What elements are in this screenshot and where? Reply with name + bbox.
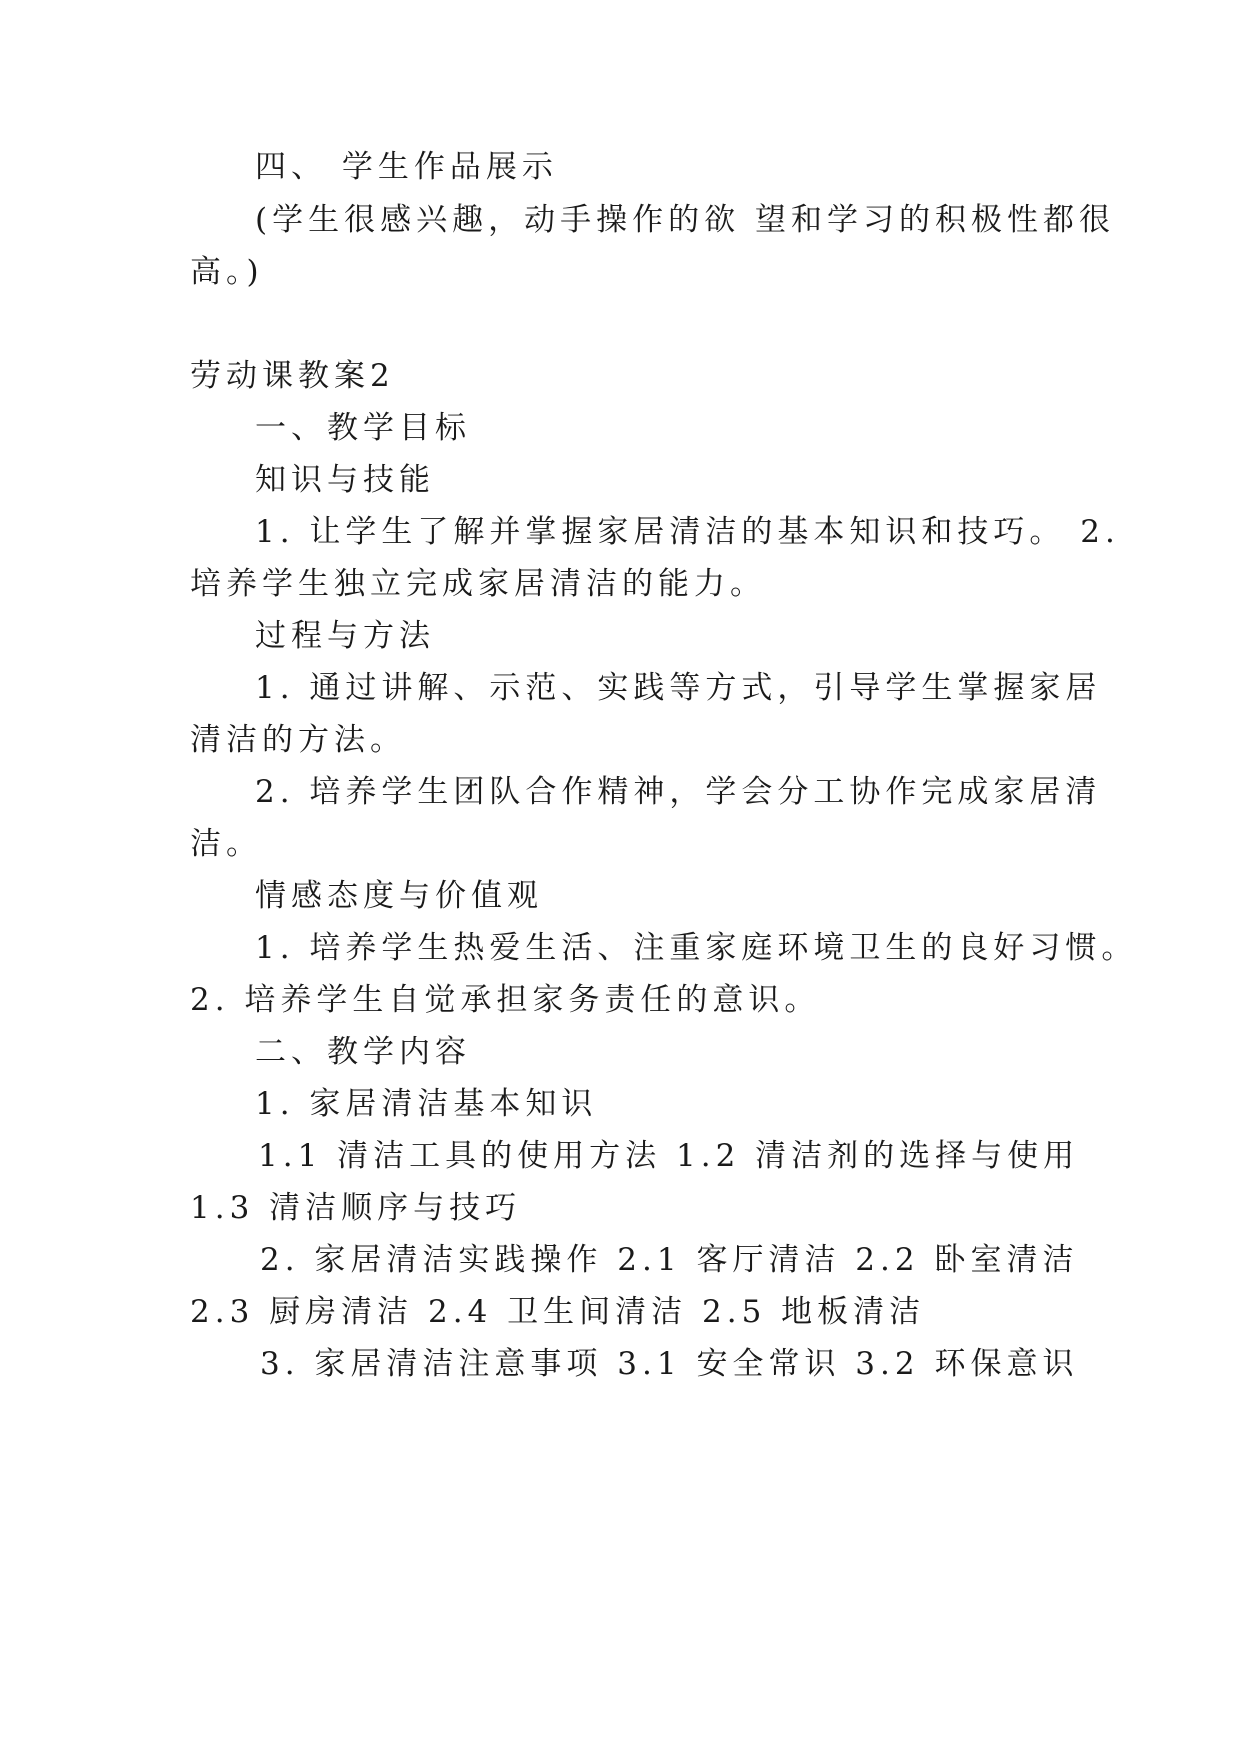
list-item: 3. 家居清洁注意事项 3.1 安全常识 3.2 环保意识 xyxy=(260,1346,1079,1382)
paragraph-line: 2. 培养学生团队合作精神，学会分工协作完成家居清 xyxy=(255,774,1102,810)
paragraph-line: 1. 通过讲解、示范、实践等方式，引导学生掌握家居 xyxy=(255,670,1102,706)
list-item: 2. 家居清洁实践操作 2.1 客厅清洁 2.2 卧室清洁 xyxy=(260,1242,1079,1278)
paragraph-line: 培养学生独立完成家居清洁的能力。 xyxy=(190,566,766,602)
paragraph-line: (学生很感兴趣，动手操作的欲 望和学习的积极性都很 xyxy=(255,202,1115,238)
list-item: 1.3 清洁顺序与技巧 xyxy=(190,1190,522,1226)
list-item: 2.3 厨房清洁 2.4 卫生间清洁 2.5 地板清洁 xyxy=(190,1294,926,1330)
subheading-process-methods: 过程与方法 xyxy=(255,618,435,654)
paragraph-line: 2. 培养学生自觉承担家务责任的意识。 xyxy=(190,982,821,1018)
document-title: 劳动课教案2 xyxy=(190,358,395,394)
paragraph-line: 洁。 xyxy=(190,826,262,862)
list-item: 1.1 清洁工具的使用方法 1.2 清洁剂的选择与使用 xyxy=(258,1138,1080,1174)
section-heading-teaching-goals: 一、教学目标 xyxy=(255,410,471,446)
section-heading-student-works: 四、 学生作品展示 xyxy=(255,149,558,185)
paragraph-line: 1. 培养学生热爱生活、注重家庭环境卫生的良好习惯。 xyxy=(255,930,1138,966)
paragraph-line: 高。) xyxy=(190,254,264,290)
subheading-knowledge-skills: 知识与技能 xyxy=(255,462,435,498)
paragraph-line: 清洁的方法。 xyxy=(190,722,406,758)
paragraph-line: 1. 让学生了解并掌握家居清洁的基本知识和技巧。 2. xyxy=(255,514,1120,550)
section-heading-teaching-content: 二、教学内容 xyxy=(255,1034,471,1070)
list-item: 1. 家居清洁基本知识 xyxy=(255,1086,598,1122)
subheading-attitudes-values: 情感态度与价值观 xyxy=(255,878,543,914)
